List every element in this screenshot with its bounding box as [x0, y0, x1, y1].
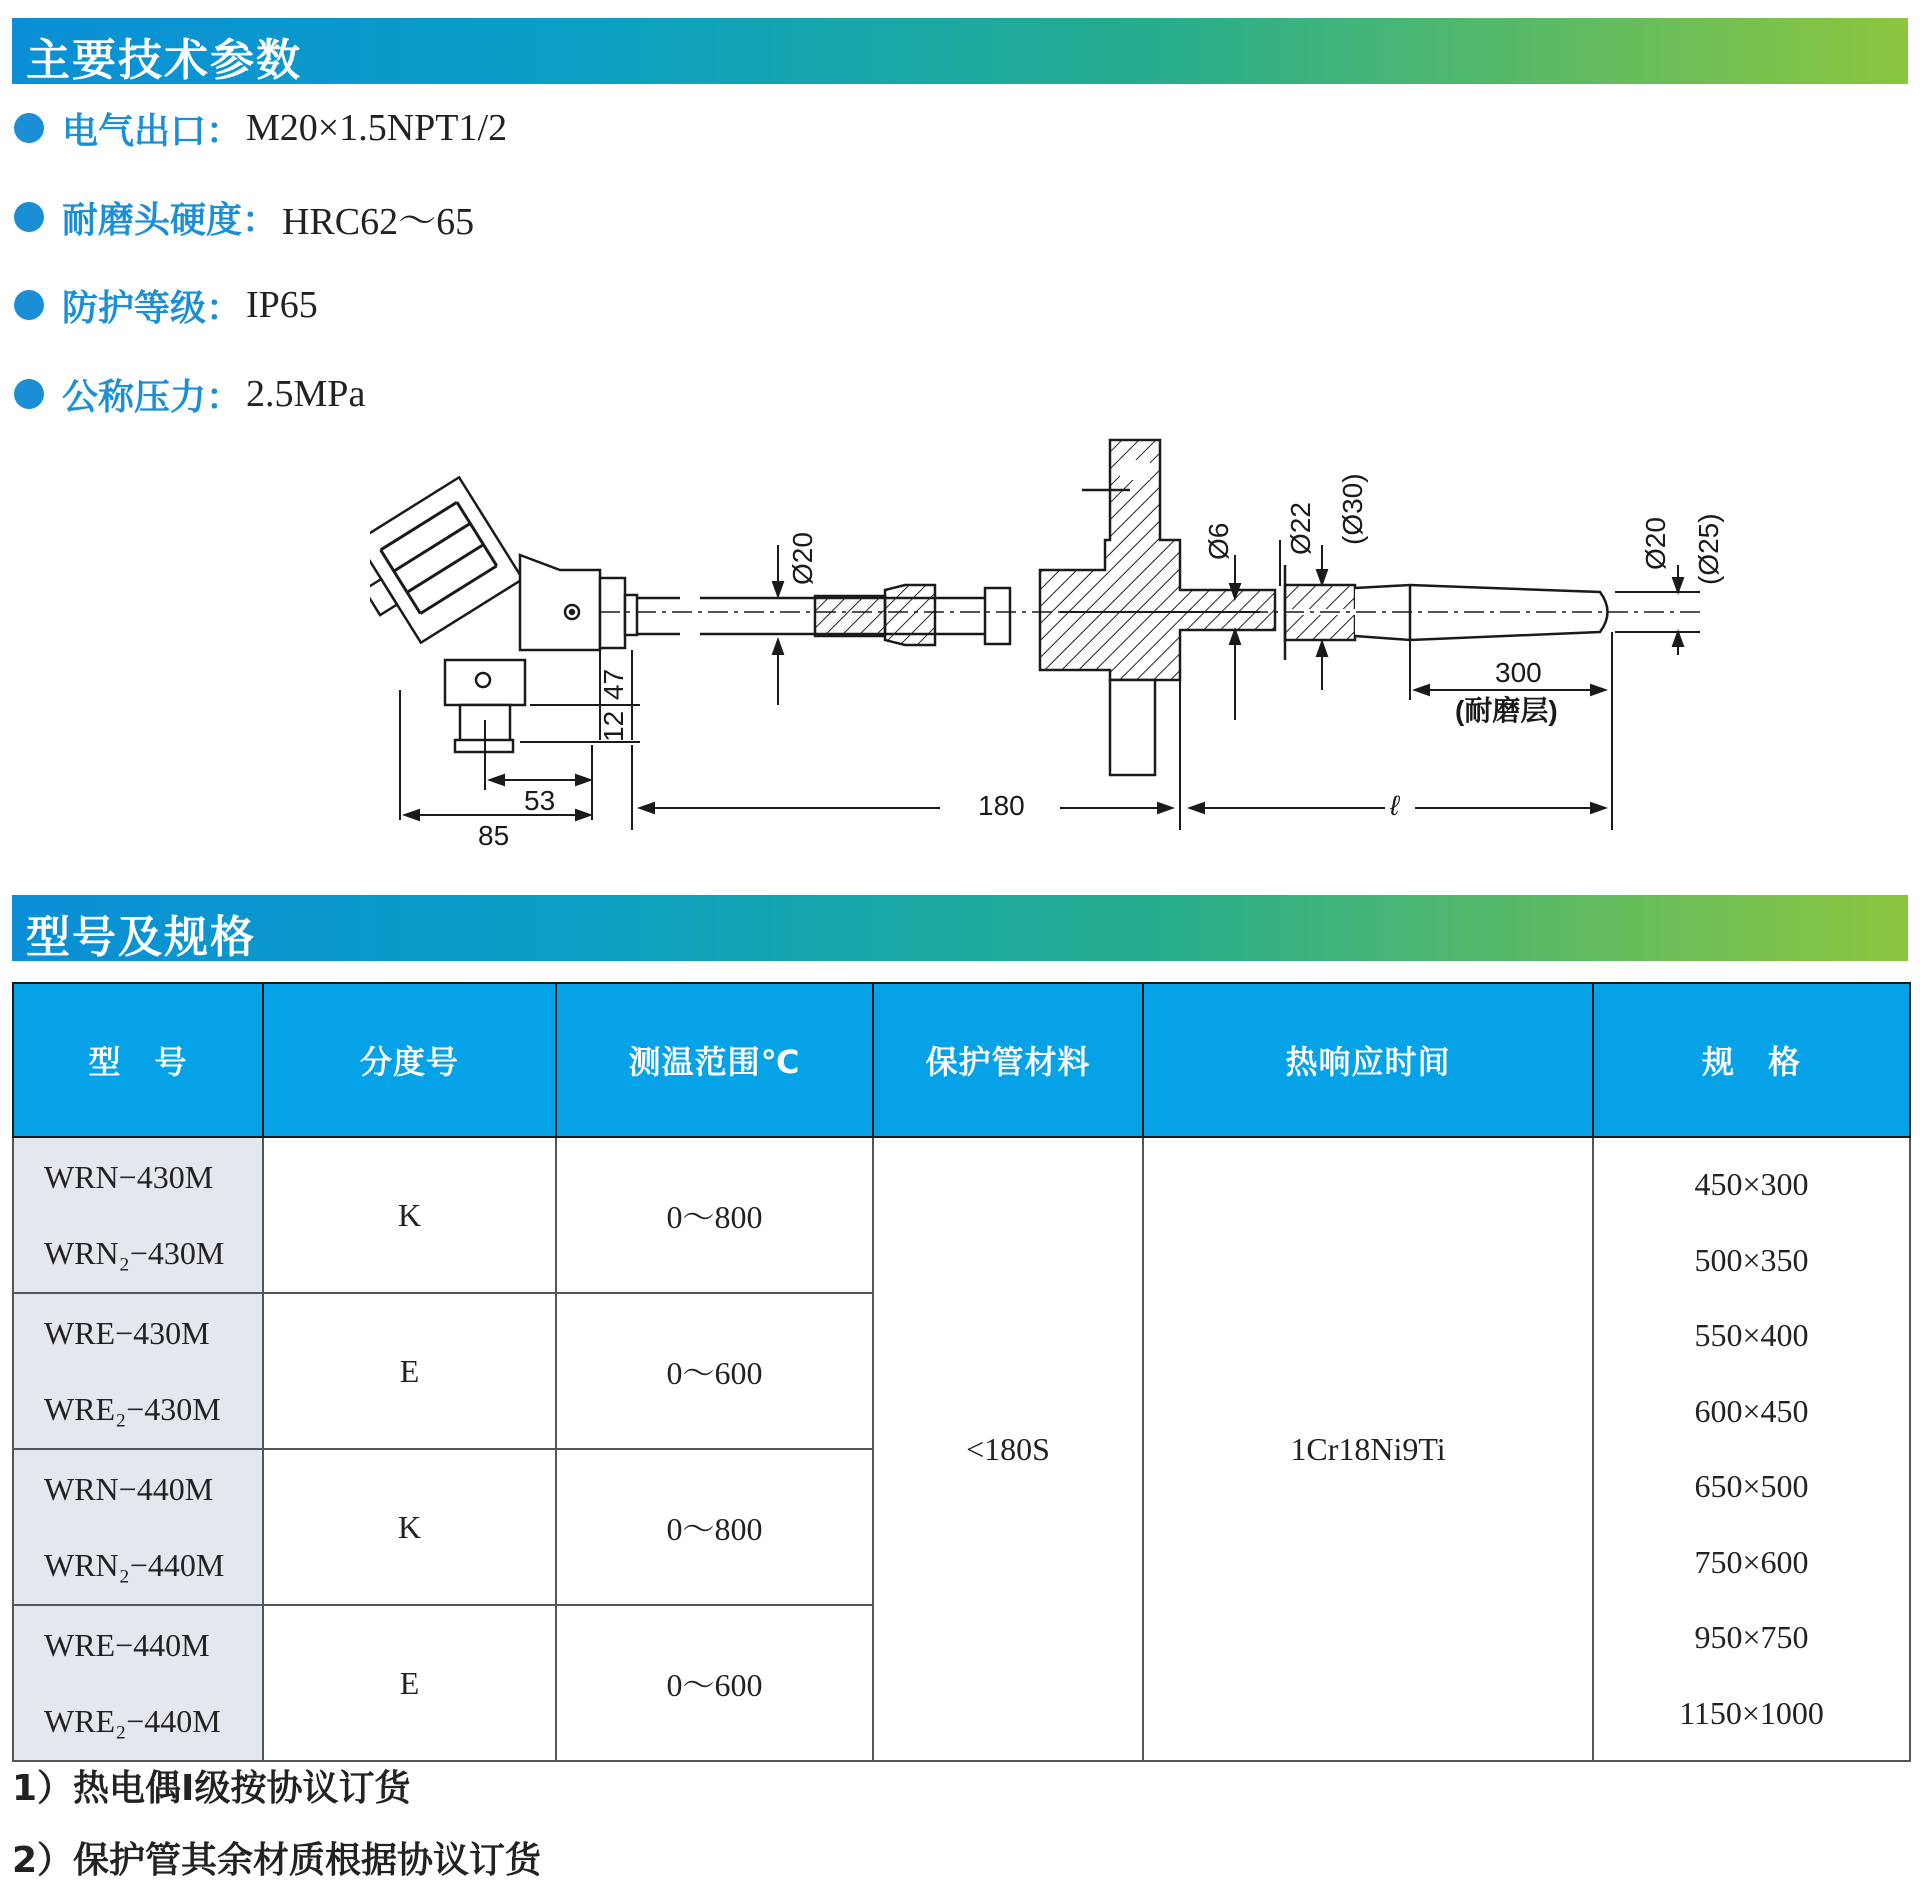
section-banner-models: [12, 895, 1908, 961]
param-value: 2.5MPa: [246, 373, 366, 415]
col-header-material: 保护管材料: [873, 983, 1143, 1137]
head-body: [520, 555, 600, 650]
dim-d20-right: Ø20: [1640, 517, 1671, 570]
spec-cell: [1593, 1137, 1910, 1761]
flange-hole: [1120, 460, 1150, 480]
grade-cell: E: [263, 1293, 556, 1449]
dim-d6: Ø6: [1203, 522, 1234, 560]
col-header-grade: 分度号: [263, 983, 556, 1137]
model-cell: [13, 1449, 263, 1605]
dim-d25: (Ø25): [1693, 513, 1724, 585]
model-name: WRE₂−440M: [44, 1703, 221, 1739]
material-cell: <180S: [873, 1137, 1143, 1761]
reducer: [815, 596, 885, 636]
param-value: M20×1.5NPT1/2: [246, 107, 508, 149]
technical-drawing: [370, 430, 1730, 860]
junction-head: [370, 477, 523, 653]
param-label: 防护等级：: [62, 286, 243, 329]
model-name: WRE₂−430M: [44, 1391, 221, 1427]
spec-value: 550×400: [1694, 1317, 1809, 1353]
table-header-row: [13, 983, 1910, 1137]
param-item: [14, 280, 318, 330]
spec-value: 600×450: [1694, 1392, 1809, 1429]
col-header-model: 型 号: [13, 983, 263, 1137]
grade-cell: K: [263, 1137, 556, 1293]
table-row: [13, 1137, 1910, 1293]
bullet-icon: [14, 202, 44, 232]
footnote: 1）热电偶I级按协议订货: [12, 1768, 411, 1809]
spec-value: 950×750: [1694, 1619, 1809, 1655]
model-name: WRE−430M: [44, 1315, 210, 1351]
dim-53: 53: [524, 785, 556, 816]
param-item: [14, 103, 507, 153]
dim-85: 85: [478, 820, 510, 851]
flange-plate: [1110, 680, 1155, 775]
spec-value: 1150×1000: [1679, 1694, 1824, 1731]
bullet-icon: [14, 113, 44, 143]
head-nut: [600, 578, 625, 648]
section-banner-params: [12, 18, 1908, 84]
col-header-spec: 规 格: [1593, 983, 1910, 1137]
col-header-response: 热响应时间: [1143, 983, 1593, 1137]
grade-cell: E: [263, 1605, 556, 1761]
dim-47: 47: [598, 668, 629, 700]
param-item: [14, 192, 474, 242]
footnote: 2）保护管其余材质根据协议订货: [12, 1840, 542, 1881]
model-name: WRN−440M: [44, 1471, 214, 1507]
section-title: 主要技术参数: [26, 35, 302, 86]
dim-d20-left: Ø20: [787, 532, 818, 585]
spec-value: 500×350: [1694, 1241, 1809, 1278]
dim-300: 300: [1495, 657, 1542, 688]
bullet-icon: [14, 290, 44, 320]
model-name: WRN₂−440M: [44, 1547, 225, 1583]
response-cell: 1Cr18Ni9Ti: [1143, 1137, 1593, 1761]
spec-table: [12, 982, 1911, 1762]
dim-12: 12: [598, 710, 629, 742]
range-cell: 0～800: [556, 1137, 873, 1293]
model-name: WRN₂−430M: [44, 1235, 225, 1271]
param-item: [14, 369, 365, 419]
col-header-range: 测温范围℃: [556, 983, 873, 1137]
dim-length-l: ℓ: [1390, 790, 1400, 821]
param-label: 公称压力：: [62, 375, 243, 418]
dim-wear-layer: (耐磨层): [1455, 695, 1558, 726]
grade-cell: K: [263, 1449, 556, 1605]
section-title: 型号及规格: [26, 912, 256, 963]
param-value: IP65: [246, 284, 318, 326]
model-name: WRE−440M: [44, 1627, 210, 1663]
model-cell: [13, 1605, 263, 1761]
dim-d22: Ø22: [1285, 502, 1316, 555]
dim-d30: (Ø30): [1337, 473, 1368, 545]
spec-value: 650×500: [1694, 1468, 1809, 1504]
model-cell: [13, 1293, 263, 1449]
model-cell: [13, 1137, 263, 1293]
range-cell: 0～600: [556, 1605, 873, 1761]
param-label: 耐磨头硬度：: [62, 198, 279, 241]
bullet-icon: [14, 379, 44, 409]
range-cell: 0～800: [556, 1449, 873, 1605]
range-cell: 0～600: [556, 1293, 873, 1449]
param-value: HRC62～65: [282, 200, 475, 243]
spec-value: 450×300: [1694, 1166, 1809, 1202]
param-label: 电气出口：: [62, 109, 243, 152]
dim-180: 180: [978, 790, 1025, 821]
spec-value: 750×600: [1694, 1543, 1809, 1580]
model-name: WRN−430M: [44, 1159, 214, 1195]
